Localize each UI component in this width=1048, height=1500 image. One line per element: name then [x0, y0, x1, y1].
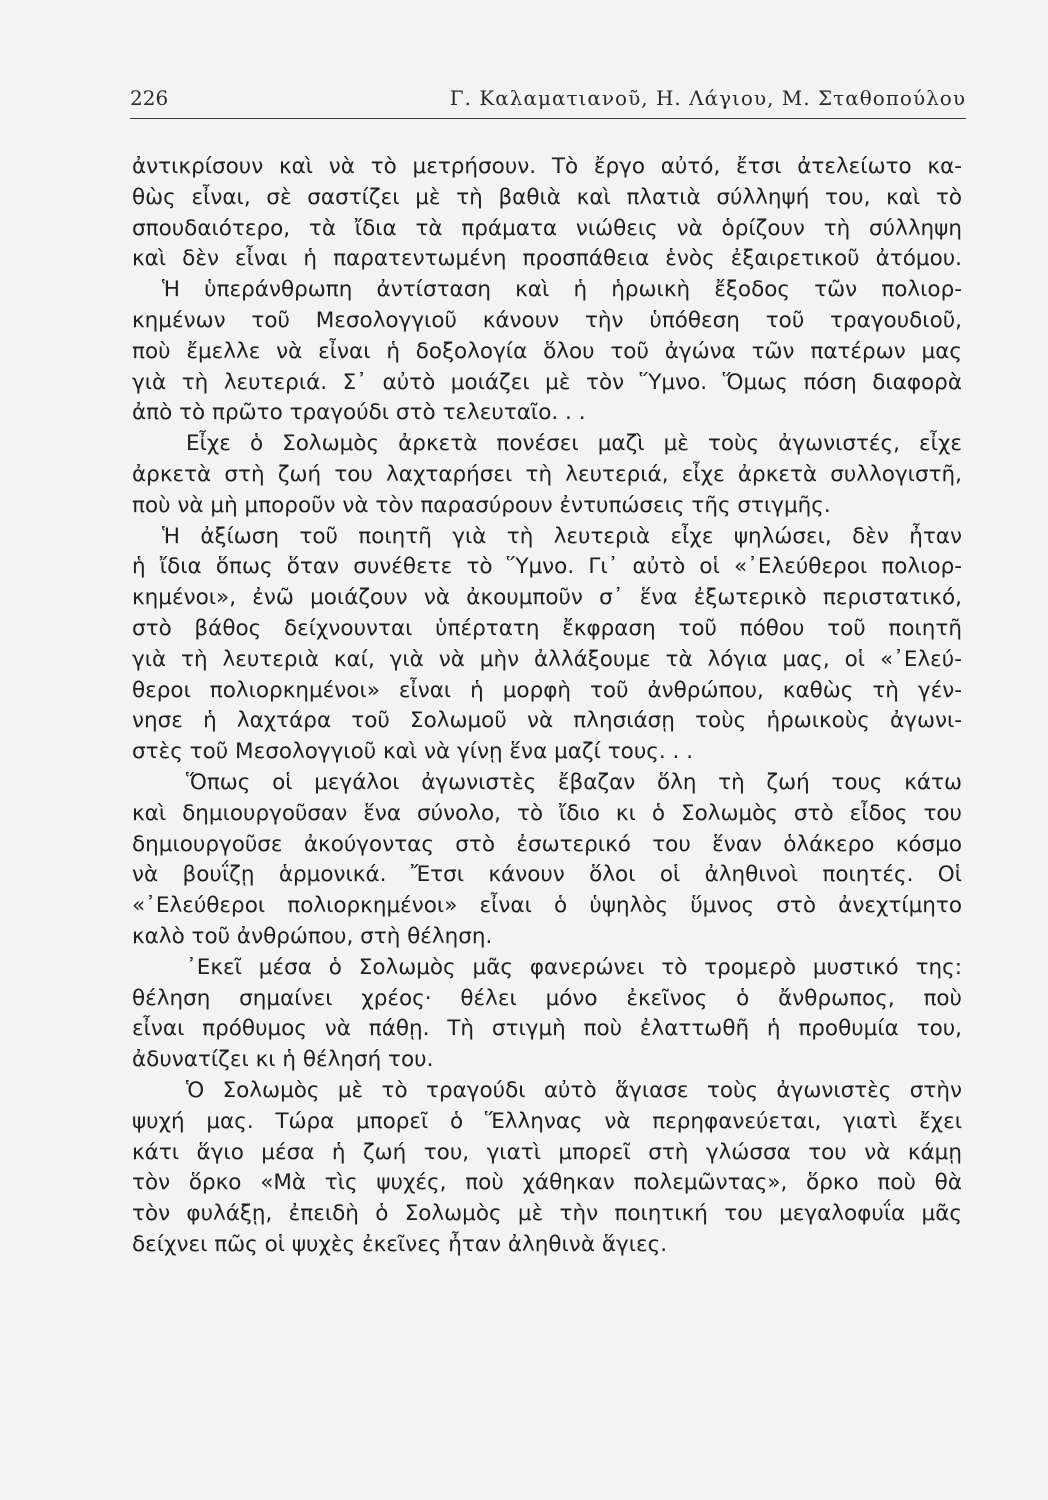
text-line: καὶ δὲν εἶναι ἡ παρατεντωμένη προσπάθεια ἑνὸς ἐξαιρετικοῦ ἀτόμου.	[132, 246, 962, 272]
text-line: τὸν φυλάξῃ, ἐπειδὴ ὁ Σολωμὸς μὲ τὴν ποιητική του μεγαλοφυΐα μᾶς	[132, 1201, 962, 1227]
text-line: ἀπὸ τὸ πρῶτο τραγούδι στὸ τελευταῖο. . .	[132, 400, 586, 426]
text-line: κημένοι», ἐνῶ μοιάζουν νὰ ἀκουμποῦν σ᾿ ἕνα ἐξωτερικὸ περιστατικό,	[132, 585, 962, 611]
text-line: γιὰ τὴ λευτεριά. Σ᾿ αὐτὸ μοιάζει μὲ τὸν Ὕμνο. Ὅμως πόση διαφορὰ	[132, 369, 962, 395]
text-line: ἀρκετὰ στὴ ζωή του λαχταρήσει τὴ λευτεριά, εἶχε ἀρκετὰ συλλογιστῆ,	[132, 461, 962, 487]
text-line: θὼς εἶναι, σὲ σαστίζει μὲ τὴ βαθιὰ καὶ πλατιὰ σύλληψή του, καὶ τὸ	[132, 184, 962, 210]
text-line: νησε ἡ λαχτάρα τοῦ Σολωμοῦ νὰ πλησιάσῃ τοὺς ἡρωικοὺς ἀγωνι-	[132, 708, 962, 734]
text-line: δημιουργοῦσε ἀκούγοντας στὸ ἐσωτερικό του ἕναν ὁλάκερο κόσμο	[132, 831, 962, 857]
text-line: Ἡ ἀξίωση τοῦ ποιητῆ γιὰ τὴ λευτεριὰ εἶχε ψηλώσει, δὲν ἦταν	[162, 523, 962, 549]
text-line: ᾿Εκεῖ μέσα ὁ Σολωμὸς μᾶς φανερώνει τὸ τρομερὸ μυστικό της:	[186, 954, 962, 980]
text-line: καὶ δημιουργοῦσαν ἕνα σύνολο, τὸ ἴδιο κι ὁ Σολωμὸς στὸ εἶδος του	[132, 800, 962, 826]
text-line: σπουδαιότερο, τὰ ἴδια τὰ πράματα νιώθεις νὰ ὁρίζουν τὴ σύλληψη	[132, 215, 962, 241]
text-line: νὰ βουΐζῃ ἁρμονικά. Ἔτσι κάνουν ὅλοι οἱ ἀληθινοὶ ποιητές. Οἱ	[132, 862, 962, 888]
text-line: ποὺ νὰ μὴ μποροῦν νὰ τὸν παρασύρουν ἐντυπώσεις τῆς στιγμῆς.	[132, 492, 831, 518]
text-line: Ἡ ὑπεράνθρωπη ἀντίσταση καὶ ἡ ἡρωικὴ ἔξοδος τῶν πολιορ-	[162, 277, 962, 303]
running-head	[130, 82, 966, 119]
text-line: Ὁ Σολωμὸς μὲ τὸ τραγούδι αὐτὸ ἅγιασε τοὺς ἀγωνιστὲς στὴν	[186, 1077, 962, 1103]
text-line: γιὰ τὴ λευτεριὰ καί, γιὰ νὰ μὴν ἀλλάξουμε τὰ λόγια μας, οἱ «᾿Ελεύ-	[132, 646, 962, 672]
text-line: Ὅπως οἱ μεγάλοι ἀγωνιστὲς ἔβαζαν ὅλη τὴ ζωή τους κάτω	[186, 769, 962, 795]
body-text	[132, 152, 962, 1261]
text-line: εἶναι πρόθυμος νὰ πάθῃ. Τὴ στιγμὴ ποὺ ἐλαττωθῆ ἡ προθυμία του,	[132, 1016, 962, 1042]
text-line: τὸν ὅρκο «Μὰ τὶς ψυχές, ποὺ χάθηκαν πολεμῶντας», ὅρκο ποὺ θὰ	[132, 1170, 962, 1196]
text-line: κάτι ἅγιο μέσα ἡ ζωή του, γιατὶ μπορεῖ στὴ γλώσσα του νὰ κάμῃ	[132, 1139, 962, 1165]
text-line: στὸ βάθος δείχνουνται ὑπέρτατη ἔκφραση τοῦ πόθου τοῦ ποιητῆ	[132, 615, 962, 641]
text-line: «᾿Ελεύθεροι πολιορκημένοι» εἶναι ὁ ὑψηλὸς ὕμνος στὸ ἀνεχτίμητο	[132, 893, 962, 919]
text-line: θεροι πολιορκημένοι» εἶναι ἡ μορφὴ τοῦ ἀνθρώπου, καθὼς τὴ γέν-	[132, 677, 962, 703]
text-line: ἀντικρίσουν καὶ νὰ τὸ μετρήσουν. Τὸ ἔργο αὐτό, ἔτσι ἀτελείωτο κα-	[132, 154, 962, 179]
text-line: Εἶχε ὁ Σολωμὸς ἀρκετὰ πονέσει μαζὶ μὲ τοὺς ἀγωνιστές, εἶχε	[186, 431, 962, 457]
text-line: καλὸ τοῦ ἀνθρώπου, στὴ θέληση.	[132, 923, 493, 949]
text-line: ποὺ ἔμελλε νὰ εἶναι ἡ δοξολογία ὅλου τοῦ ἀγώνα τῶν πατέρων μας	[132, 338, 962, 364]
text-line: ψυχή μας. Τώρα μπορεῖ ὁ Ἕλληνας νὰ περηφανεύεται, γιατὶ ἔχει	[132, 1108, 962, 1134]
text-line: στὲς τοῦ Μεσολογγιοῦ καὶ νὰ γίνῃ ἕνα μαζί τους. . .	[132, 739, 694, 765]
text-line: δείχνει πῶς οἱ ψυχὲς ἐκεῖνες ἦταν ἀληθινὰ ἅγιες.	[132, 1231, 668, 1257]
text-line: ἡ ἴδια ὅπως ὅταν συνέθετε τὸ Ὕμνο. Γι᾿ αὐτὸ οἱ «᾿Ελεύθεροι πολιορ-	[132, 554, 962, 580]
running-title: Γ. Καλαματιανοῦ, Η. Λάγιου, Μ. Σταθοπούλου	[449, 86, 966, 110]
text-line: κημένων τοῦ Μεσολογγιοῦ κάνουν τὴν ὑπόθεση τοῦ τραγουδιοῦ,	[132, 307, 962, 333]
text-line: ἀδυνατίζει κι ἡ θέλησή του.	[132, 1047, 434, 1073]
page-number: 226	[130, 86, 169, 110]
text-line: θέληση σημαίνει χρέος· θέλει μόνο ἐκεῖνος ὁ ἄνθρωπος, ποὺ	[132, 985, 962, 1011]
